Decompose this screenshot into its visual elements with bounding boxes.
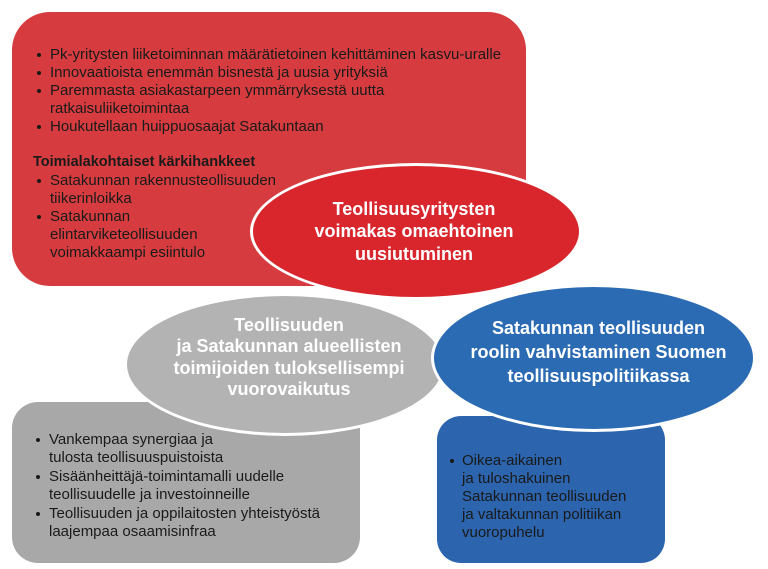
list-item-line: vuoropuhelu [462, 524, 545, 541]
list-item-line: ja tuloshakuinen [462, 470, 571, 487]
bullet-marker [37, 82, 50, 100]
cooperation-goal-title [173, 315, 404, 401]
bullet-marker [37, 64, 50, 82]
cooperation-actions-list [36, 431, 320, 541]
title-line: Satakunnan teollisuuden [491, 318, 706, 338]
list-item-line: elintarviketeollisuuden [50, 226, 198, 243]
list-item [37, 118, 501, 136]
list-item-line: teollisuudelle ja investoinneille [49, 486, 250, 503]
bullet-marker [37, 172, 50, 190]
renewal-actions-list [37, 46, 501, 136]
list-item [37, 46, 501, 64]
list-item [37, 208, 276, 262]
list-item-line: tulosta teollisuuspuistoista [49, 449, 224, 466]
bullet-marker [450, 452, 462, 470]
list-item-line: Oikea-aikainen [462, 452, 563, 469]
bullet-marker [37, 46, 50, 64]
title-line: vuorovaikutus [227, 379, 351, 399]
list-item-line: Teollisuuden ja oppilaitosten yhteistyöstä [49, 505, 321, 522]
list-item-line: voimakkaampi esiintulo [50, 244, 206, 261]
renewal-goal-ellipse [250, 163, 582, 300]
list-item [37, 82, 501, 118]
flagship-projects-heading: Toimialakohtaiset kärkihankkeet [33, 154, 256, 170]
list-item-text [49, 431, 223, 467]
list-item-line: tiikerinloikka [50, 190, 132, 207]
list-item-line: Houkutellaan huippuosaajat Satakuntaan [50, 118, 324, 135]
list-item [36, 505, 320, 541]
list-item-text [49, 468, 284, 504]
list-item-line: Satakunnan teollisuuden [462, 488, 627, 505]
national-role-measures-box [437, 416, 665, 563]
bullet-marker [36, 505, 49, 523]
bullet-marker [37, 208, 50, 226]
list-item-line: ja valtakunnan politiikan [462, 506, 622, 523]
list-item-line: Vankempaa synergiaa ja [49, 431, 213, 448]
list-item [36, 431, 320, 467]
flagship-projects-list [37, 172, 276, 262]
list-item-line: laajempaa osaamisinfraa [49, 523, 216, 540]
list-item-line: Paremmasta asiakastarpeen ymmärryksestä uutta [50, 82, 385, 99]
bullet-marker [36, 468, 49, 486]
list-item-line: Sisäänheittäjä-toimintamalli uudelle [49, 468, 285, 485]
list-item-line: ratkaisuliiketoimintaa [50, 100, 190, 117]
renewal-goal-title [314, 198, 513, 266]
list-item-text [50, 64, 388, 82]
list-item-text [49, 505, 320, 541]
title-line: Teollisuuden [234, 314, 344, 335]
bullet-marker [36, 431, 49, 449]
list-item-line: Satakunnan [50, 208, 131, 225]
title-line: ja Satakunnan alueellisten [176, 336, 402, 356]
list-item-text [50, 208, 205, 262]
list-item [450, 452, 626, 542]
list-item-text [50, 46, 501, 64]
national-role-goal-title [470, 316, 726, 388]
list-item-line: Innovaatioista enemmän bisnestä ja uusia yrityksiä [50, 64, 388, 81]
title-line: toimijoiden tuloksellisempi [173, 357, 405, 378]
title-line: uusiutuminen [354, 243, 473, 264]
list-item [37, 172, 276, 208]
bullet-marker [37, 118, 50, 136]
list-item-text [50, 172, 276, 208]
national-role-goal-ellipse [431, 284, 756, 432]
list-item-line: Satakunnan rakennusteollisuuden [50, 172, 277, 189]
title-line: teollisuuspolitiikassa [507, 366, 690, 386]
title-line: roolin vahvistaminen Suomen [470, 342, 727, 362]
title-line: voimakas omaehtoinen [314, 221, 514, 242]
list-item-text [50, 118, 324, 136]
list-item-line: Pk-yritysten liiketoiminnan määrätietoinen kehittäminen kasvu-uralle [50, 46, 502, 63]
list-item-text [462, 452, 626, 542]
title-line: Teollisuusyritysten [332, 198, 496, 219]
national-role-actions-list [450, 452, 626, 542]
list-item [37, 64, 501, 82]
cooperation-goal-ellipse [124, 293, 446, 436]
list-item-text [50, 82, 384, 118]
list-item [36, 468, 320, 504]
